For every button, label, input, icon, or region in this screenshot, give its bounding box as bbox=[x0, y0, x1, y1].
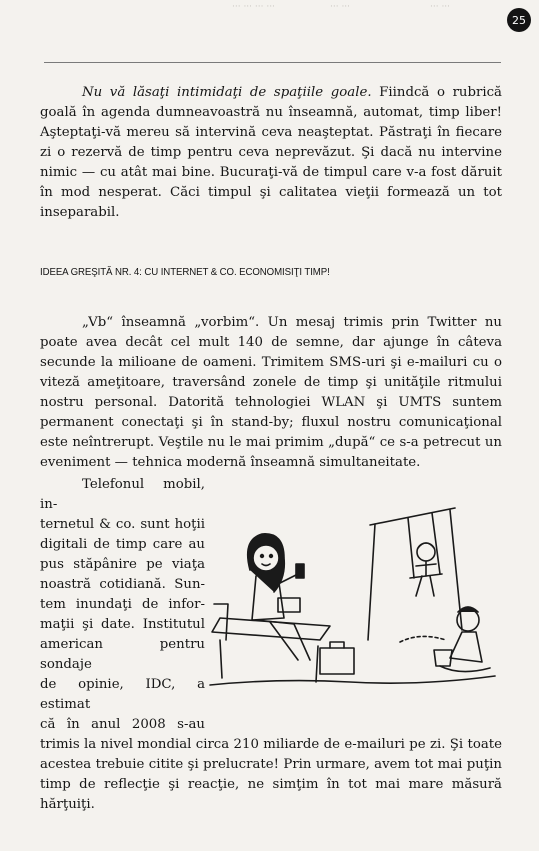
wrap-line: pus stăpânire pe viaţa bbox=[40, 557, 205, 572]
wrap-line: tem inundaţi de infor- bbox=[40, 597, 205, 612]
wrap-line: digitali de timp care au bbox=[40, 537, 205, 552]
page-number: 25 bbox=[512, 13, 526, 27]
ground-line bbox=[210, 676, 495, 685]
wrap-line: că în anul 2008 s-au bbox=[40, 717, 205, 732]
header-rule bbox=[44, 62, 501, 63]
child-on-swing-icon bbox=[416, 543, 436, 596]
wrap-line: de opinie, IDC, a estimat bbox=[40, 677, 205, 712]
wrap-line: ternetul & co. sunt hoţii bbox=[40, 517, 205, 532]
wrap-line: american pentru sondaje bbox=[40, 637, 205, 672]
wrap-line: Telefonul mobil, in- bbox=[40, 477, 205, 512]
cartoon-illustration bbox=[200, 500, 500, 700]
intro-lead: Nu vă lăsaţi intimidaţi de spaţiile goale. bbox=[82, 85, 372, 100]
section-heading: IDEEA GREŞITĂ NR. 4: CU INTERNET & CO. ECONOMISIŢI TIMP! bbox=[40, 266, 330, 278]
intro-text: Fiindcă o rubrică goală în agenda dumneavoastră nu înseamnă, automat, timp liber! Aşteptaţi-vă mereu să intervină ceva neaşteptat. Păstraţi în fiecare zi o rezervă de timp pentru ceva neprevăzut. Şi dacă nu intervine nimic — cu atât mai bine. Bucuraţi-vă de timpul care v-a fost dăruit în mod nesperat. Căci timpul şi calitatea vieţii formează un tot inseparabil. bbox=[40, 85, 502, 220]
wrap-line: maţii şi date. Institutul bbox=[40, 617, 205, 632]
swing-icon bbox=[368, 508, 462, 640]
wrap-tail: trimis la nivel mondial circa 210 miliarde de e-mailuri pe zi. Şi toate acestea trebuie citite şi prelucrate! Prin urmare, avem tot mai puţin timp de reflecţie şi reacţie, ne simţim în tot mai mare măsură hărţuiţi. bbox=[40, 737, 502, 812]
body-paragraph-1: „Vb“ înseamnă „vorbim“. Un mesaj trimis prin Twitter nu poate avea decât cel mult 140 de semne, dar ajunge în câteva secunde la milioane de oameni. Trimitem SMS-uri şi e-mailuri cu o viteză ameţitoare, traversând zonele de timp şi unităţile ritmului nostru personal. Datorită tehnologiei WLAN şi UMTS suntem permanent conectaţi şi în stand-by; fluxul nostru comunicaţional este neîntrerupt. Veştile nu le mai primim „după“ ce s-a petrecut un eveniment — tehnica modernă înseamnă simultaneitate. bbox=[40, 315, 502, 470]
page-number-badge bbox=[507, 8, 531, 32]
bleed-through-header: ··· ··· ··· ··· ··· ··· ··· ··· bbox=[232, 2, 451, 12]
intro-paragraph bbox=[40, 83, 502, 223]
woman-with-phone-icon bbox=[248, 534, 310, 660]
wrap-line: noastră cotidiană. Sun- bbox=[40, 577, 205, 592]
bench-icon bbox=[212, 604, 330, 682]
briefcase-icon bbox=[320, 648, 354, 674]
